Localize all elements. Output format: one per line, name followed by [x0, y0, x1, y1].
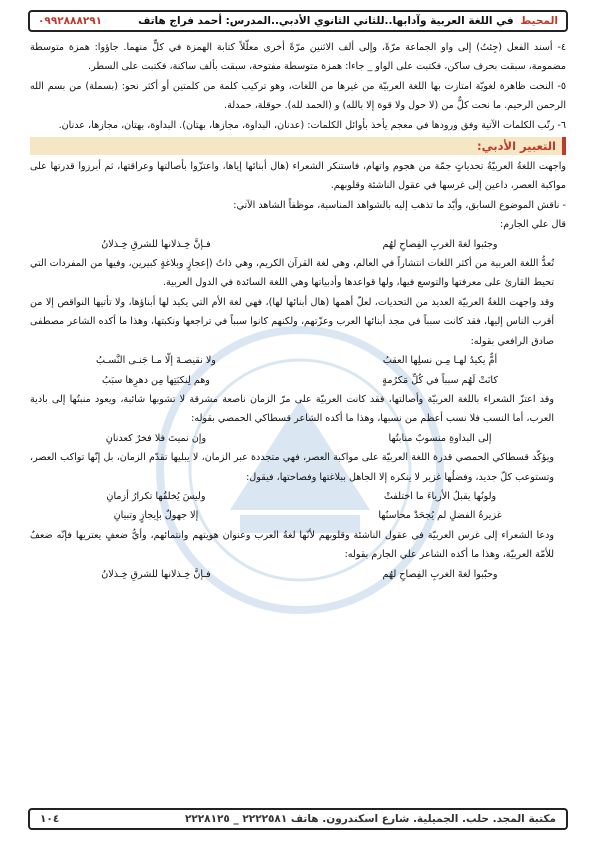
verse-6	[30, 506, 566, 525]
header-title: في اللغة العربية وآدابها..للثاني الثانوي الأدبي..المدرس: أحمد فراج هاتف	[138, 15, 514, 27]
verse-2-second-hemistich: ولا نقيصـةَ إلّا مـا جَنـى النَّسـبُ	[95, 355, 216, 367]
verse-3-second-hemistich: وهم لِنكبَتِها مِن دهرِها سبَبُ	[101, 374, 210, 386]
question-5: ٥- النحت ظاهرة لغويّة امتازت بها اللغة العربيّة من غيرها من اللغات، وهو تركيب كلمة من كلمتين أو أكثر نحو: (بسملة) من بسم الله الرحمن الرحيم. ما نحت كلٌّ من (لا حول ولا قوة إلا بالله) و (الحمد لله). حوقلة، حمدلة.	[30, 80, 566, 112]
essay-intro: واجهت اللغةُ العربيّةُ تحدياتٍ جمّة من هجوم واتهام، فاستنكر الشعراء (هال أبنائها إياها، واعتزّوا بأصالتها وعراقتها، ثم أبرزوا قدرتها على مواكبة العصر، داعين إلى غرسها في عقول الناشئة وقلوبهم.	[30, 161, 566, 192]
essay-paragraph-4: ويؤكّد قسطاكي الحمصي قدرة اللغة العربيّة على مواكبة العصر، فهي متجددة عبر الزمان، لا يبليها تقدّم الزمان، بل إنّها تواكب العصر، وتستوعب كلّ جديد، وفضلُها غزير لا ينكره إلا الجاهل ببلاغتها وفصاحتها، فيقول:	[30, 452, 554, 483]
verse-1-first-hemistich: وجئبوا لغةَ الغربِ الفِصاحِ لهُم	[382, 238, 498, 250]
verse-1	[30, 235, 566, 254]
verse-2-first-hemistich: أمٌّ يكيدُ لهـا مِـن نسلِها العقبُ	[382, 355, 498, 367]
verse-6-first-hemistich: غزيرةُ الفضلِ لم يُجحَدْ محاسنُها	[378, 510, 502, 522]
page-footer	[28, 808, 568, 830]
verse-7	[30, 565, 566, 584]
essay-paragraph-3: وقد اعتزّ الشعراء باللغة العربيّة وأصالتها، فقد كانت العربيّة على مرّ الزمان ناصعة مشرقة لا تشوبها شائبة، ويعود منبتُها إلى بادية العرب، أما النسب فلا نسب أعظم من نسبها، وهذا ما أكده الشاعر قسطاكي الحمصي بقوله:	[30, 393, 554, 425]
verse-3	[30, 371, 566, 390]
brand-name: المحيط	[520, 15, 558, 27]
essay-paragraph-5: ودعا الشعراء إلى غرس العربيّة في عقول الناشئة وقلوبهم لأنّها لغةُ العرب وعنوان هويتهم وانتمائهم، وأيُّ ضعفٍ يعتريها فإنّه ضعفٌ للأمّة العربيّة، وهذا ما أكده الشاعر علي الجارم بقوله:	[30, 529, 554, 561]
page-number: ١٠٤	[40, 813, 60, 825]
essay-paragraph-1: تُعدُّ اللغة العربية من أكثر اللغات انتشاراً في العالم، وهي لغة القرآن الكريم، وهي ذاتُ (إعجازٍ وبلاغةٍ كبيرين، وفيها من المفردات التي تحيط القارئ على معرفتها والتوسع فيها، ولها قواعدها وأدبياتها وهي اللغة السائدة في الدول العربية.	[30, 258, 554, 289]
verse-5	[30, 487, 566, 506]
section-title-literary-expression: التعبير الأدبي:	[30, 137, 566, 155]
verse-7-second-hemistich: فـإنَّ خِـذلانها للشرقِ خِـذلانُ	[101, 568, 211, 580]
header-phone: ٠٩٩٢٨٨٨٢٩١	[38, 15, 103, 27]
verse-4	[30, 429, 566, 448]
header-title-group	[138, 15, 558, 27]
verse-3-first-hemistich: كانَتْ لَهُم سبباً في كُلِّ مَكرُمةٍ	[382, 374, 498, 386]
verse-7-first-hemistich: وحبّبوا لغةَ الغربِ الفِصاحِ لهُم	[382, 568, 498, 580]
essay-task: - ناقش الموضوع السابق، وأيّد ما تذهب إليه بالشواهد المناسبة، موظفاً الشاهد الآتي:	[233, 199, 566, 211]
page-content	[30, 38, 566, 584]
page-header	[28, 10, 568, 32]
footer-shop-info: مكتبة المجد. حلب. الجميلية. شارع اسكندرون. هاتف ٢٢٢٢٥٨١ _ ٢٢٢٨١٢٥	[184, 813, 556, 825]
essay-paragraph-2: وقد واجهت اللغةُ العربيّة العديد من التحديات، لعلّ أهمها (هال أبنائها لها)، فهي لغة الأم التي يكيد لها أبناؤها، ولا تأتيها النواقص إلا من أقرب الناس إليها، فقد كانت سبباً في مجد أبنائها العرب وعزّتهم، ولكنهم كانوا سبباً في تراجعها ونكبتها، وهذا ما أكده الشاعر مصطفى صادق الرافعي بقوله:	[30, 296, 554, 347]
verse-4-second-hemistich: وإن نميتَ فلا فخرٌ كعدنانِ	[105, 432, 207, 444]
verse-5-second-hemistich: وليسَ يُخلقُها تكرارُ أزمانِ	[106, 490, 206, 502]
verse-6-second-hemistich: إلا جهولٌ بإيجازٍ وتبيانِ	[113, 510, 199, 522]
verse-5-first-hemistich: ولونُها يقبلُ الأرياءَ ما اختلفتْ	[383, 490, 497, 502]
verse-2	[30, 351, 566, 370]
question-4: ٤- أسند الفعل (جِئتُ) إلى واو الجماعة مرّةً، وإلى ألف الاثنين مرّةً أخرى معلّلاً كتابة الهمزة في كلٍّ منهما. جاؤوا: همزة متوسطة مضمومة، سبقت بحرف ساكن، فكتبت على الواو _ جاءا: همزة متوسطة مفتوحة، سبقت بألف ساكنة، فكتبت على السطر.	[30, 42, 566, 73]
quote-intro: قال علي الجارم:	[500, 219, 566, 231]
verse-4-first-hemistich: إلى البداوةِ منسوبٌ منابتُها	[388, 432, 492, 444]
question-6: ٦- رتّب الكلمات الآتية وفق ورودها في معجم يأخذ بأوائل الكلمات: (عدنان، البداوة، مجازها، بهتان). البداوة، بهتان، مجازها، عدنان.	[58, 119, 566, 131]
verse-1-second-hemistich: فـإنَّ خِـذلانها للشرقِ خِـذلانُ	[101, 238, 211, 250]
